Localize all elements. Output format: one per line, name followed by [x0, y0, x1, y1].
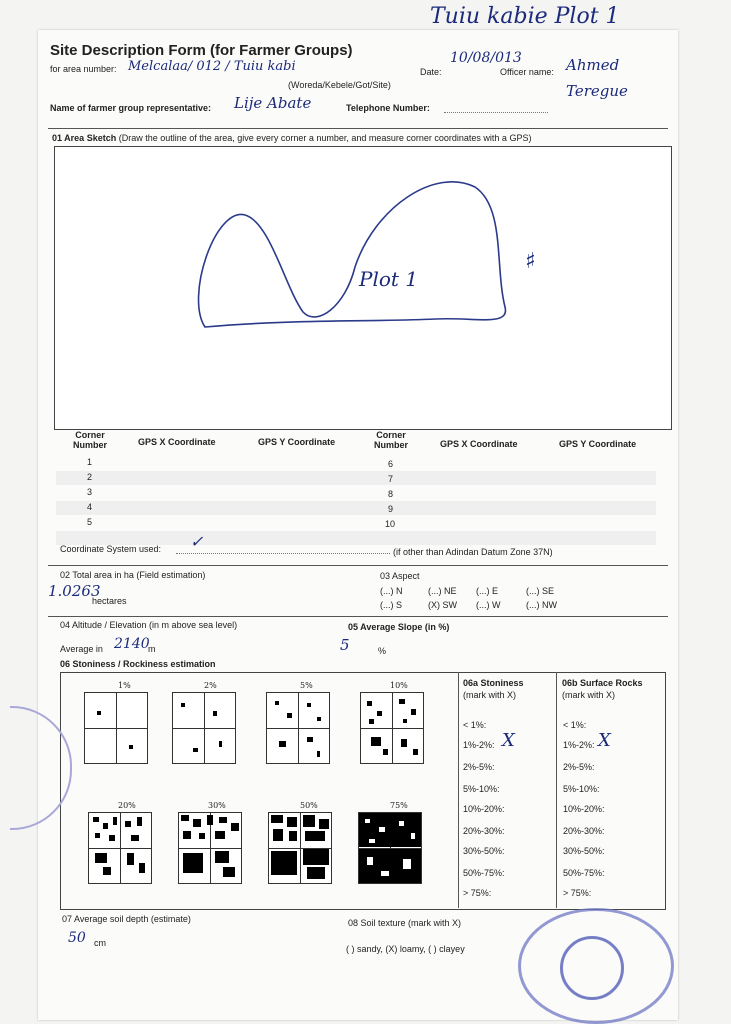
stoniness-class-b[interactable]: 1%-2%:	[563, 740, 595, 750]
stoniness-class-a[interactable]: > 75%:	[463, 888, 492, 898]
stoniness-06b-hint: (mark with X)	[562, 690, 616, 700]
corner-number: 7	[388, 474, 394, 484]
stamp-seal-icon	[560, 936, 624, 1000]
stoniness-class-b[interactable]: 5%-10%:	[563, 784, 600, 794]
stoniness-reference-5pct	[266, 692, 330, 764]
soil-texture-options[interactable]: ( ) sandy, (X) loamy, ( ) clayey	[346, 944, 465, 954]
stoniness-reference-10pct	[360, 692, 424, 764]
aspect-option-se[interactable]: (...) SE	[526, 586, 555, 596]
stoniness-class-b[interactable]: 2%-5%:	[563, 762, 595, 772]
stoniness-class-b[interactable]: 10%-20%:	[563, 804, 605, 814]
corner-number: 3	[87, 487, 93, 497]
aspect-option-n[interactable]: (...) N	[380, 586, 403, 596]
form-page	[38, 30, 678, 1020]
soil-texture-label: 08 Soil texture (mark with X)	[348, 918, 462, 928]
stoniness-reference-20pct	[88, 812, 152, 884]
soil-depth-label: 07 Average soil depth (estimate)	[62, 914, 191, 924]
stoniness-class-a[interactable]: 10%-20%:	[463, 804, 505, 814]
top-annotation: Tuiu kabie Plot 1	[430, 4, 620, 29]
stone-pct-label: 50%	[300, 801, 318, 810]
corner-number: 4	[87, 502, 93, 512]
stone-pct-label: 10%	[390, 681, 408, 690]
stone-pct-label: 1%	[118, 681, 131, 690]
divider	[48, 128, 668, 129]
stone-pct-label: 20%	[118, 801, 136, 810]
divider	[458, 672, 459, 908]
coordinate-system-field	[176, 544, 390, 554]
coordinate-system-note: (if other than Adindan Datum Zone 37N)	[393, 547, 553, 557]
section-01-instructions: (Draw the outline of the area, give every corner a number, and measure corner coordinates with a GPS)	[118, 133, 532, 143]
check-mark-icon: ✓	[190, 532, 204, 551]
corner-number: 8	[388, 489, 394, 499]
total-area-label: 02 Total area in ha (Field estimation)	[60, 570, 206, 580]
stoniness-class-b[interactable]: 30%-50%:	[563, 846, 605, 856]
stoniness-reference-75pct	[358, 812, 422, 884]
area-number-hint: (Woreda/Kebele/Got/Site)	[288, 80, 391, 90]
aspect-option-nw[interactable]: (...) NW	[526, 600, 557, 610]
stoniness-class-b[interactable]: 20%-30%:	[563, 826, 605, 836]
slope-label: 05 Average Slope (in %)	[348, 622, 450, 632]
stoniness-reference-1pct	[84, 692, 148, 764]
col-corner-left: Corner Number	[72, 430, 107, 450]
col-x-right: GPS X Coordinate	[440, 439, 518, 449]
soil-depth-unit: cm	[94, 938, 106, 948]
representative-label: Name of farmer group representative:	[50, 103, 212, 113]
date-label: Date:	[420, 67, 442, 77]
divider	[48, 616, 668, 617]
aspect-option-e[interactable]: (...) E	[476, 586, 498, 596]
stoniness-06a-title: 06a Stoniness	[463, 678, 524, 688]
stoniness-class-a[interactable]: 1%-2%:	[463, 740, 495, 750]
section-01-header	[52, 133, 531, 143]
altitude-value: 2140	[114, 636, 150, 652]
soil-depth-value: 50	[68, 930, 86, 946]
col-corner-right: Corner Number	[373, 430, 408, 450]
stoniness-class-a[interactable]: < 1%:	[463, 720, 487, 730]
stone-pct-label: 30%	[208, 801, 226, 810]
col-y-right: GPS Y Coordinate	[559, 439, 637, 449]
aspect-option-sw[interactable]: (X) SW	[428, 600, 457, 610]
col-y-left: GPS Y Coordinate	[258, 437, 336, 447]
total-area-unit: hectares	[92, 596, 127, 606]
stoniness-reference-2pct	[172, 692, 236, 764]
stoniness-class-b[interactable]: > 75%:	[563, 888, 592, 898]
coordinate-system-label: Coordinate System used:	[60, 544, 162, 554]
stoniness-class-a[interactable]: 5%-10%:	[463, 784, 500, 794]
telephone-label: Telephone Number:	[346, 103, 430, 113]
stone-pct-label: 5%	[300, 681, 313, 690]
representative-value: Lije Abate	[234, 94, 312, 112]
stoniness-class-b[interactable]: < 1%:	[563, 720, 587, 730]
aspect-option-ne[interactable]: (...) NE	[428, 586, 457, 596]
officer-label: Officer name:	[500, 67, 554, 77]
corner-number: 9	[388, 504, 394, 514]
corner-number: 1	[87, 457, 93, 467]
area-number-label: for area number:	[50, 64, 117, 74]
altitude-unit: m	[148, 644, 156, 654]
form-title: Site Description Form (for Farmer Groups)	[50, 42, 353, 59]
officer-value: Ahmed Teregue	[566, 56, 628, 100]
stone-pct-label: 2%	[204, 681, 217, 690]
stoniness-class-a[interactable]: 30%-50%:	[463, 846, 505, 856]
slope-value: 5	[340, 636, 350, 654]
table-row	[56, 501, 656, 515]
divider	[48, 565, 668, 566]
stoniness-class-b[interactable]: 50%-75%:	[563, 868, 605, 878]
stoniness-class-a[interactable]: 2%-5%:	[463, 762, 495, 772]
stoniness-06a-hint: (mark with X)	[463, 690, 517, 700]
stoniness-a-mark: X	[502, 730, 515, 751]
stoniness-label: 06 Stoniness / Rockiness estimation	[60, 659, 216, 669]
corner-number: 2	[87, 472, 93, 482]
divider	[556, 672, 557, 908]
total-area-value: 1.0263	[48, 582, 101, 600]
altitude-average-label: Average in	[60, 644, 103, 654]
col-x-left: GPS X Coordinate	[138, 437, 216, 447]
section-01-number: 01 Area Sketch	[52, 133, 117, 143]
sketch-box	[54, 146, 672, 430]
telephone-field	[444, 103, 548, 113]
stoniness-reference-30pct	[178, 812, 242, 884]
north-mark: ♯	[525, 249, 536, 274]
corner-number: 5	[87, 517, 93, 527]
table-row	[56, 471, 656, 485]
altitude-label: 04 Altitude / Elevation (in m above sea level)	[60, 620, 238, 630]
stone-pct-label: 75%	[390, 801, 408, 810]
plot-label: Plot 1	[359, 267, 419, 291]
stoniness-b-mark: X	[598, 730, 611, 751]
stoniness-class-a[interactable]: 50%-75%:	[463, 868, 505, 878]
area-number-value: Melcalaa/ 012 / Tuiu kabi	[128, 59, 296, 74]
aspect-label: 03 Aspect	[380, 571, 420, 581]
date-value: 10/08/013	[450, 50, 522, 66]
corner-number: 10	[385, 519, 396, 529]
slope-unit: %	[378, 646, 387, 656]
stoniness-06b-title: 06b Surface Rocks	[562, 678, 643, 688]
stoniness-class-a[interactable]: 20%-30%:	[463, 826, 505, 836]
aspect-option-s[interactable]: (...) S	[380, 600, 402, 610]
corner-number: 6	[388, 459, 394, 469]
table-row	[56, 531, 656, 545]
aspect-option-w[interactable]: (...) W	[476, 600, 501, 610]
stoniness-reference-50pct	[268, 812, 332, 884]
